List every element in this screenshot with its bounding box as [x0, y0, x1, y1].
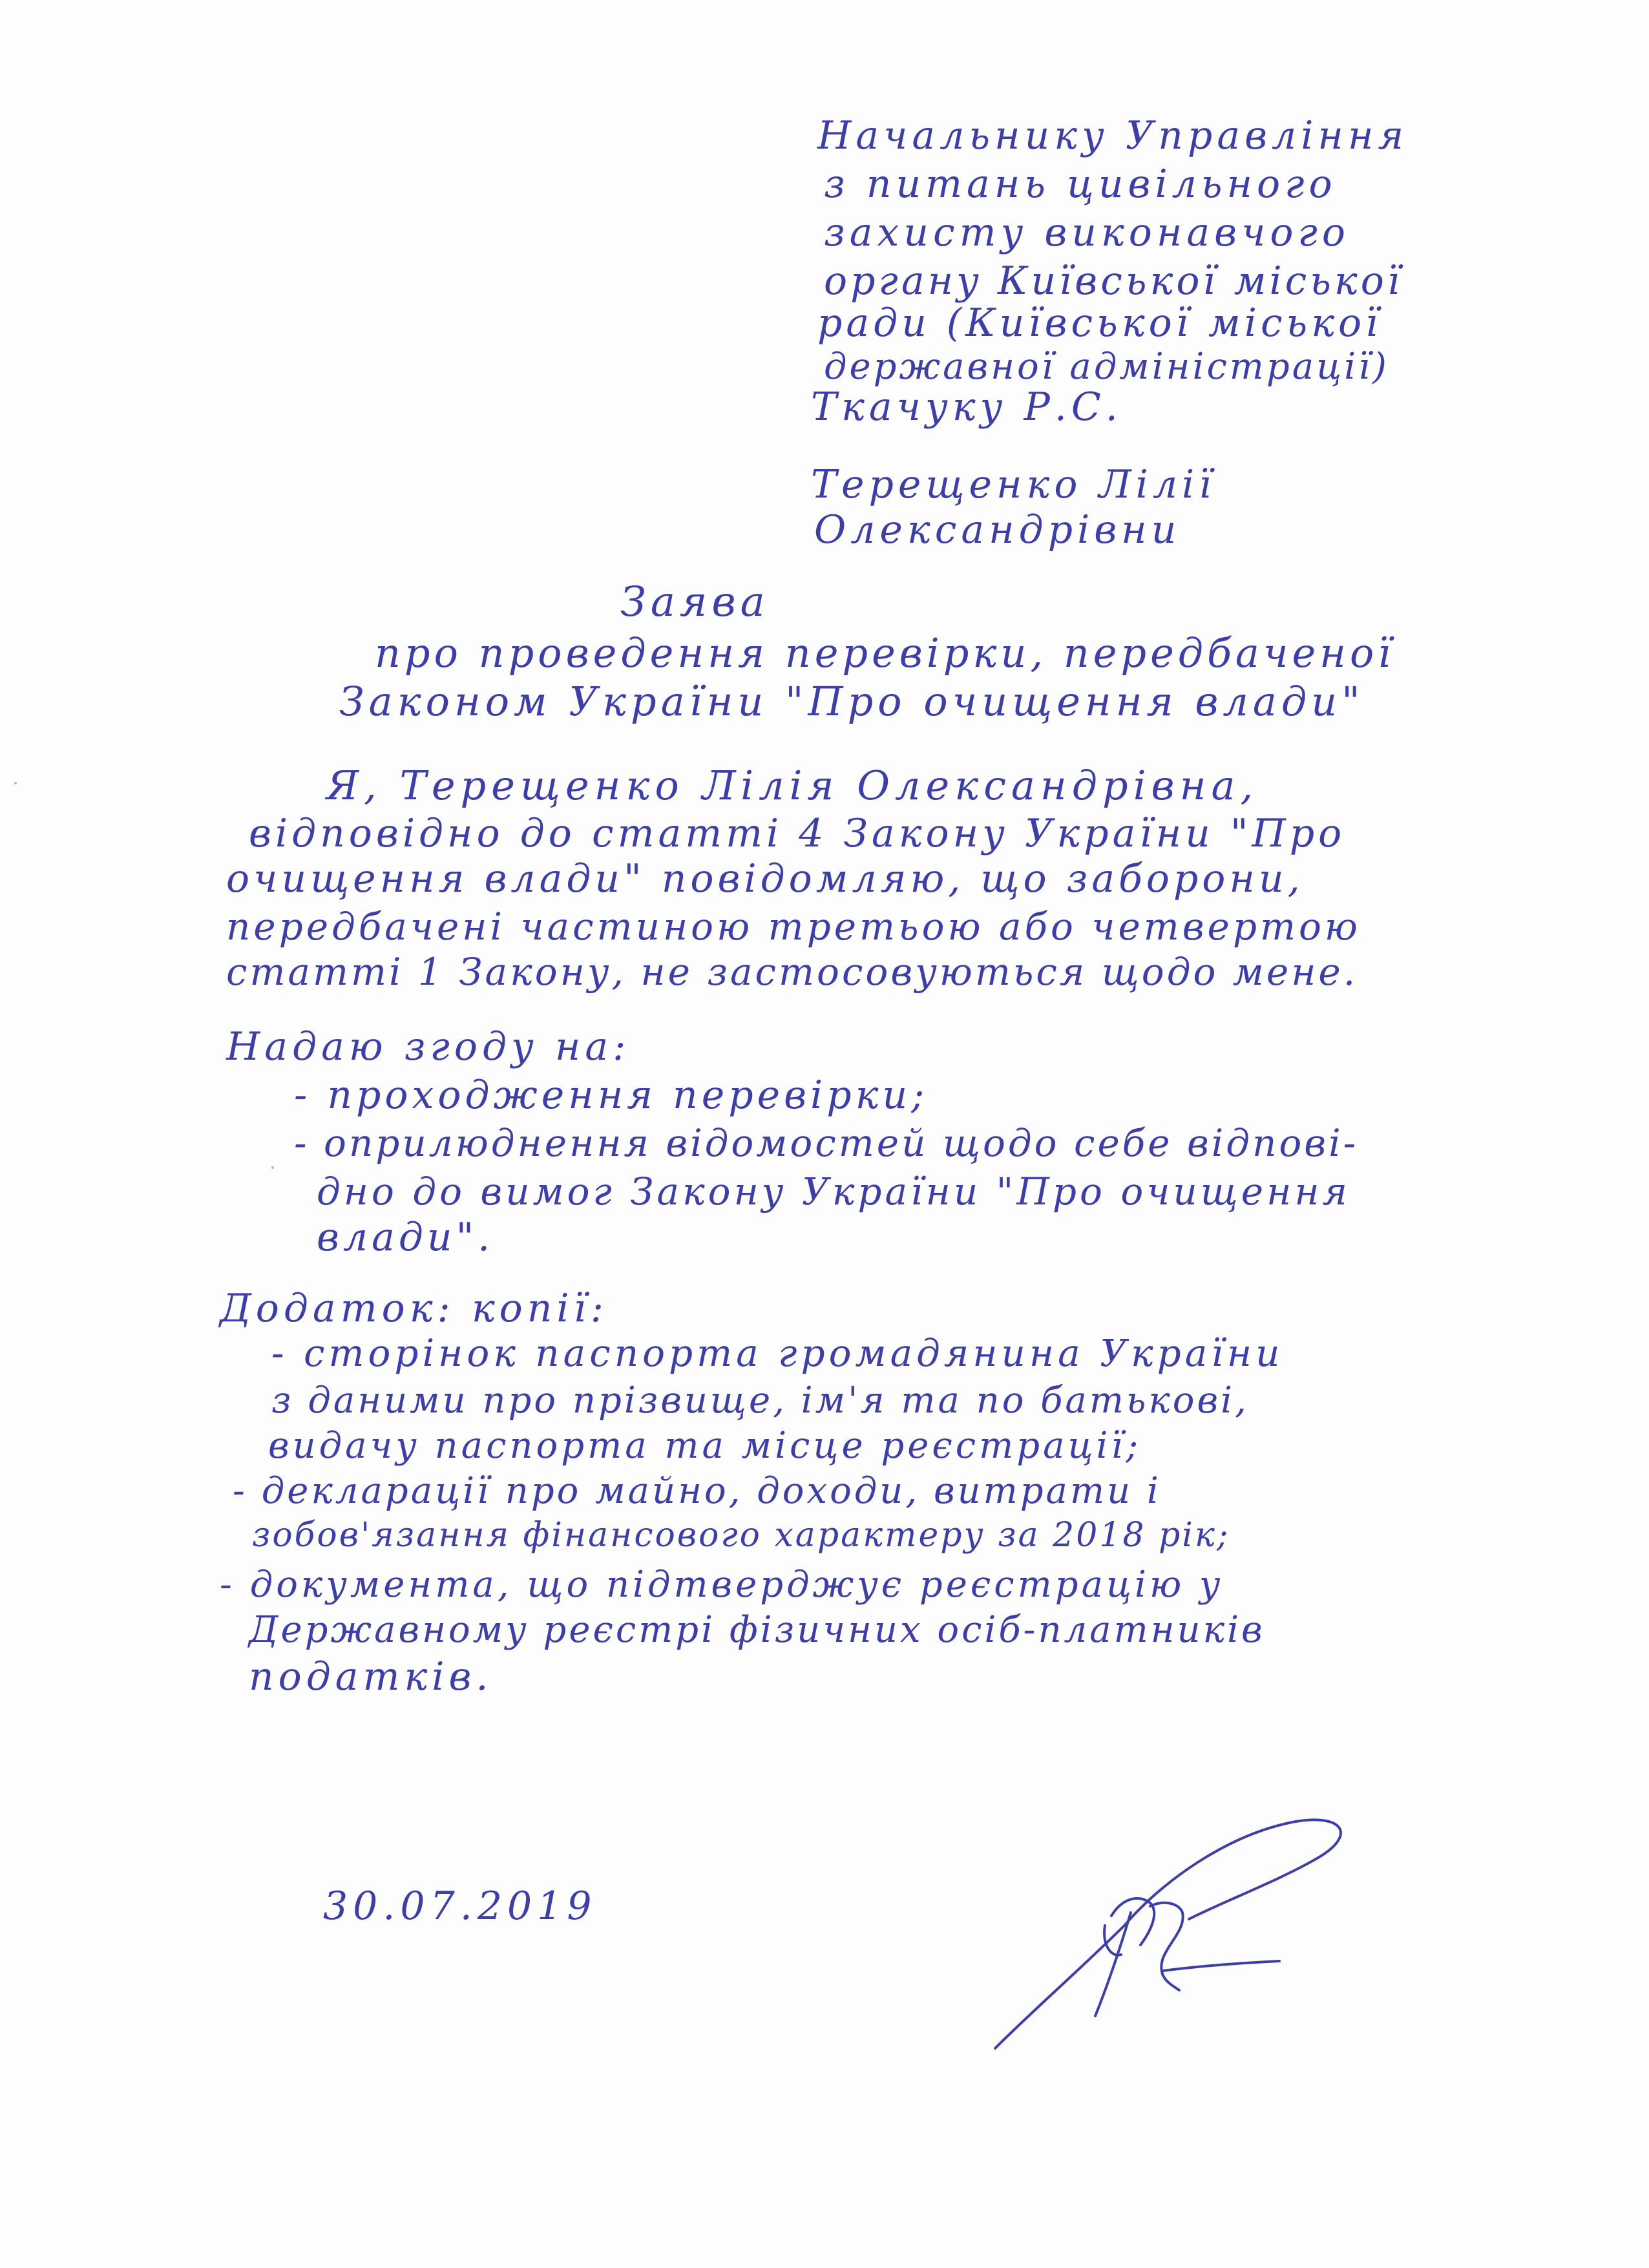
- body-line: Я, Терещенко Лілія Олександрівна,: [326, 762, 1259, 809]
- sender-line: Олександрівни: [814, 507, 1181, 552]
- attachment-item: Державному реєстрі фізичних осіб-платників: [249, 1609, 1265, 1651]
- body-line: статті 1 Закону, не застосовуються щодо мене.: [226, 950, 1358, 994]
- addressee-line: Начальнику Управління: [817, 113, 1409, 158]
- attachment-item: - сторінок паспорта громадянина України: [271, 1331, 1284, 1375]
- document-title: Заява: [620, 578, 770, 626]
- attachment-item: - декларації про майно, доходи, витрати і: [233, 1470, 1161, 1512]
- attachment-item: з даними про прізвище, ім'я та по батькові,: [271, 1380, 1249, 1422]
- attachment-item: видачу паспорта та місце реєстрації;: [268, 1425, 1142, 1467]
- attachment-item: податків.: [249, 1654, 493, 1699]
- addressee-line: органу Київської міської: [824, 258, 1403, 304]
- addressee-line: захисту виконавчого: [824, 210, 1350, 255]
- paper-speck: [271, 1166, 274, 1169]
- addressee-line: державної адміністрації): [824, 346, 1389, 388]
- document-date: 30.07.2019: [323, 1884, 597, 1929]
- attachment-heading: Додаток: копії:: [220, 1286, 609, 1331]
- body-line: передбачені частиною третьою або четвертою: [226, 905, 1361, 949]
- consent-item: - проходження перевірки;: [294, 1073, 929, 1118]
- body-line: відповідно до статті 4 Закону України "Про: [249, 811, 1346, 856]
- consent-item: влади".: [317, 1215, 494, 1260]
- subtitle-line: Законом України "Про очищення влади": [339, 678, 1365, 725]
- addressee-line: ради (Київської міської: [817, 300, 1382, 346]
- attachment-item: - документа, що підтверджує реєстрацію у: [220, 1564, 1224, 1606]
- consent-item: дно до вимог Закону України "Про очищення: [317, 1170, 1350, 1213]
- consent-heading: Надаю згоду на:: [226, 1024, 631, 1069]
- signature-image: [956, 1796, 1409, 2068]
- subtitle-line: про проведення перевірки, передбаченої: [375, 629, 1395, 677]
- body-line: очищення влади" повідомляю, що заборони,: [226, 856, 1304, 901]
- addressee-line: з питань цивільного: [824, 162, 1337, 207]
- consent-item: - оприлюднення відомостей щодо себе відпові-: [294, 1121, 1359, 1165]
- attachment-item: зобов'язання фінансового характеру за 2018 рік;: [252, 1516, 1230, 1555]
- sender-line: Терещенко Лілії: [811, 462, 1216, 507]
- addressee-line: Ткачуку Р.С.: [811, 384, 1122, 430]
- paper-speck: [14, 782, 17, 784]
